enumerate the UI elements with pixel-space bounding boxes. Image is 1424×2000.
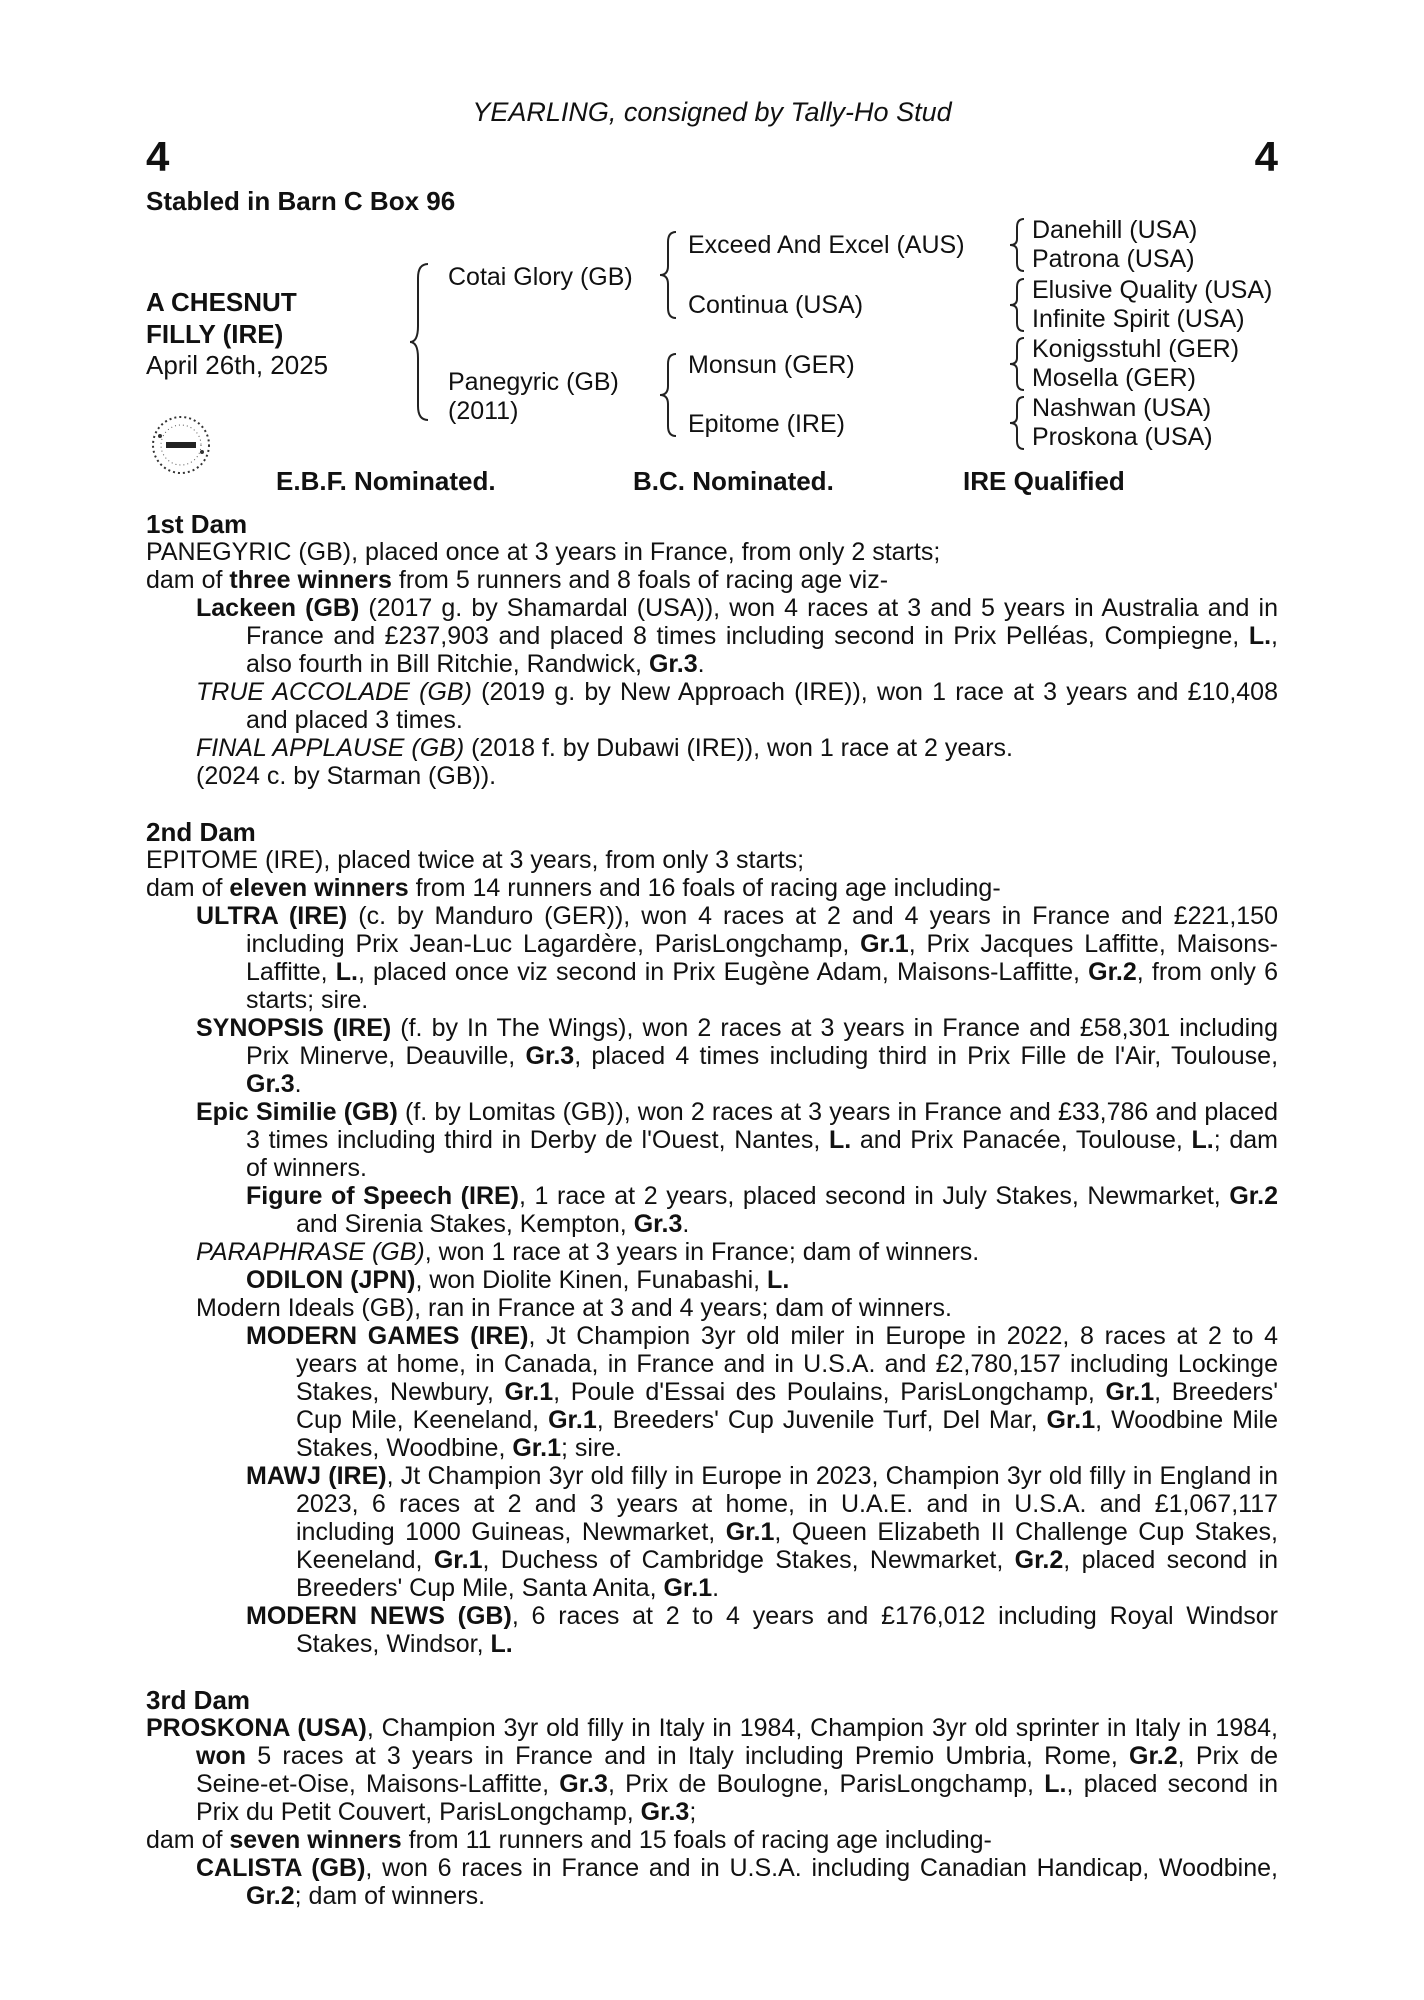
horse-name: Figure of Speech (IRE) xyxy=(246,1182,520,1210)
pedigree-g3: Elusive Quality (USA) xyxy=(1032,276,1273,304)
horse-description-line1: A CHESNUT xyxy=(146,287,297,317)
produce-odilon: ODILON (JPN), won Diolite Kinen, Funabashi, L. xyxy=(246,1266,790,1294)
horse-name: TRUE ACCOLADE (GB) xyxy=(196,678,472,706)
section-heading-2nd-dam: 2nd Dam xyxy=(146,817,256,847)
stabled-location: Stabled in Barn C Box 96 xyxy=(146,186,456,216)
produce-figure-of-speech: Figure of Speech (IRE), 1 race at 2 years, placed second in July Stakes, Newmarket, Gr.2 and Sirenia Stakes, Kempton, Gr.3. xyxy=(246,1182,1278,1238)
pedigree-brace-g4 xyxy=(1010,395,1026,451)
produce-lackeen: Lackeen (GB) (2017 g. by Shamardal (USA)), won 4 races at 3 and 5 years in Australia and in France and £237,903 and placed 8 times including second in Prix Pelléas, Compiegne, L., also fourth in Bill Ritchie, Randwick, Gr.3. xyxy=(196,594,1278,678)
pedigree-g6: Mosella (GER) xyxy=(1032,364,1196,392)
horse-name: MAWJ (IRE) xyxy=(246,1462,387,1490)
horse-name: PROSKONA (USA) xyxy=(146,1714,367,1742)
horse-name: ULTRA (IRE) xyxy=(196,902,348,930)
dam3-dam-of: dam of seven winners from 11 runners and 15 foals of racing age including- xyxy=(146,1826,992,1854)
pedigree-g2: Patrona (USA) xyxy=(1032,245,1195,273)
horse-date-of-birth: April 26th, 2025 xyxy=(146,350,329,380)
pedigree-g5: Konigsstuhl (GER) xyxy=(1032,335,1240,363)
horse-name: PARAPHRASE (GB) xyxy=(196,1238,425,1266)
produce-ultra: ULTRA (IRE) (c. by Manduro (GER)), won 4 races at 2 and 4 years in France and £221,150 including Prix Jean-Luc Lagardère, ParisLongchamp, Gr.1, Prix Jacques Laffitte, Maisons-Laffitte, L., placed once viz second in Prix Eugène Adam, Maisons-Laffitte, Gr.2, from only 6 starts; sire. xyxy=(196,902,1278,1014)
horse-name: MODERN NEWS (GB) xyxy=(246,1602,512,1630)
horse-name: ODILON (JPN) xyxy=(246,1266,416,1294)
dam3-proskona: PROSKONA (USA), Champion 3yr old filly in Italy in 1984, Champion 3yr old sprinter in Italy in 1984, won 5 races at 3 years in France and in Italy including Premio Umbria, Rome, Gr.2, Prix de Seine-et-Oise, Maisons-Laffitte, Gr.3, Prix de Boulogne, ParisLongchamp, L., placed second in Prix du Petit Couvert, ParisLongchamp, Gr.3; xyxy=(146,1714,1279,1826)
produce-epic-similie: Epic Similie (GB) (f. by Lomitas (GB)), won 2 races at 3 years in France and £33,786 and placed 3 times including third in Derby de l'Ouest, Nantes, L. and Prix Panacée, Toulouse, L.; dam of winners. xyxy=(196,1098,1278,1182)
produce-modern-ideals: Modern Ideals (GB), ran in France at 3 and 4 years; dam of winners. xyxy=(196,1294,952,1322)
produce-mawj: MAWJ (IRE), Jt Champion 3yr old filly in Europe in 2023, Champion 3yr old filly in England in 2023, 6 races at 2 and 3 years at home, in U.A.E. and in U.S.A. and £1,067,117 including 1000 Guineas, Newmarket, Gr.1, Queen Elizabeth II Challenge Cup Stakes, Keeneland, Gr.1, Duchess of Cambridge Stakes, Newmarket, Gr.2, placed second in Breeders' Cup Mile, Santa Anita, Gr.1. xyxy=(246,1462,1278,1602)
horse-name: CALISTA (GB) xyxy=(196,1854,366,1882)
pedigree-dam: Panegyric (GB) xyxy=(448,368,619,396)
section-heading-3rd-dam: 3rd Dam xyxy=(146,1685,251,1715)
pedigree-g1: Danehill (USA) xyxy=(1032,216,1198,244)
pedigree-brace-g1 xyxy=(1010,217,1026,273)
lot-number-right: 4 xyxy=(1254,133,1278,180)
pedigree-brace-dam-parents xyxy=(660,352,678,438)
produce-calista: CALISTA (GB), won 6 races in France and in U.S.A. including Canadian Handicap, Woodbine, Gr.2; dam of winners. xyxy=(196,1854,1278,1910)
pedigree-sire-dam: Continua (USA) xyxy=(688,291,864,319)
pedigree-dam-dam: Epitome (IRE) xyxy=(688,410,845,438)
horse-name: Lackeen (GB) xyxy=(196,594,360,622)
horse-name: Epic Similie (GB) xyxy=(196,1098,398,1126)
catalogue-body xyxy=(146,510,1278,1910)
bc-nominated: B.C. Nominated. xyxy=(633,466,834,496)
dam1-intro: PANEGYRIC (GB), placed once at 3 years in France, from only 2 starts; xyxy=(146,538,941,566)
produce-synopsis: SYNOPSIS (IRE) (f. by In The Wings), won 2 races at 3 years in France and £58,301 including Prix Minerve, Deauville, Gr.3, placed 4 times including third in Prix Fille de l'Air, Toulouse, Gr.3. xyxy=(196,1014,1279,1098)
pedigree-sire: Cotai Glory (GB) xyxy=(448,263,633,291)
produce-true-accolade: TRUE ACCOLADE (GB) (2019 g. by New Approach (IRE)), won 1 race at 3 years and £10,408 and placed 3 times. xyxy=(196,678,1278,734)
pedigree-g4: Infinite Spirit (USA) xyxy=(1032,305,1245,333)
produce-2024-colt: (2024 c. by Starman (GB)). xyxy=(196,762,497,790)
horse-description-line2: FILLY (IRE) xyxy=(146,319,284,349)
produce-paraphrase: PARAPHRASE (GB), won 1 race at 3 years in France; dam of winners. xyxy=(196,1238,980,1266)
produce-final-applause: FINAL APPLAUSE (GB) (2018 f. by Dubawi (IRE)), won 1 race at 2 years. xyxy=(196,734,1013,762)
pedigree-g8: Proskona (USA) xyxy=(1032,423,1213,451)
pedigree-brace-sire-dam xyxy=(410,262,430,422)
pedigree-brace-g2 xyxy=(1010,277,1026,333)
horse-name: SYNOPSIS (IRE) xyxy=(196,1014,392,1042)
dam2-dam-of: dam of eleven winners from 14 runners and 16 foals of racing age including- xyxy=(146,874,1001,902)
stud-seal-icon xyxy=(148,412,214,478)
produce-modern-games: MODERN GAMES (IRE), Jt Champion 3yr old miler in Europe in 2022, 8 races at 2 to 4 years at home, in Canada, in France and in U.S.A. and £2,780,157 including Lockinge Stakes, Newbury, Gr.1, Poule d'Essai des Poulains, ParisLongchamp, Gr.1, Breeders' Cup Mile, Keeneland, Gr.1, Breeders' Cup Juvenile Turf, Del Mar, Gr.1, Woodbine Mile Stakes, Woodbine, Gr.1; sire. xyxy=(246,1322,1279,1462)
dam2-intro: EPITOME (IRE), placed twice at 3 years, from only 3 starts; xyxy=(146,846,805,874)
pedigree-brace-sire-parents xyxy=(660,230,678,320)
horse-name: MODERN GAMES (IRE) xyxy=(246,1322,529,1350)
consignment-header: YEARLING, consigned by Tally-Ho Stud xyxy=(472,97,952,127)
ebf-nominated: E.B.F. Nominated. xyxy=(276,466,496,496)
pedigree-dam-sire: Monsun (GER) xyxy=(688,351,855,379)
lot-number-left: 4 xyxy=(146,133,170,180)
ire-qualified: IRE Qualified xyxy=(963,466,1125,496)
section-heading-1st-dam: 1st Dam xyxy=(146,509,248,539)
pedigree-dam-year: (2011) xyxy=(448,397,519,425)
dam1-dam-of: dam of three winners from 5 runners and 8 foals of racing age viz- xyxy=(146,566,889,594)
pedigree-sire-sire: Exceed And Excel (AUS) xyxy=(688,231,965,259)
produce-modern-news: MODERN NEWS (GB), 6 races at 2 to 4 years and £176,012 including Royal Windsor Stakes, Windsor, L. xyxy=(246,1602,1278,1658)
pedigree-brace-g3 xyxy=(1010,336,1026,392)
horse-name: FINAL APPLAUSE (GB) xyxy=(196,734,465,762)
pedigree-g7: Nashwan (USA) xyxy=(1032,394,1212,422)
